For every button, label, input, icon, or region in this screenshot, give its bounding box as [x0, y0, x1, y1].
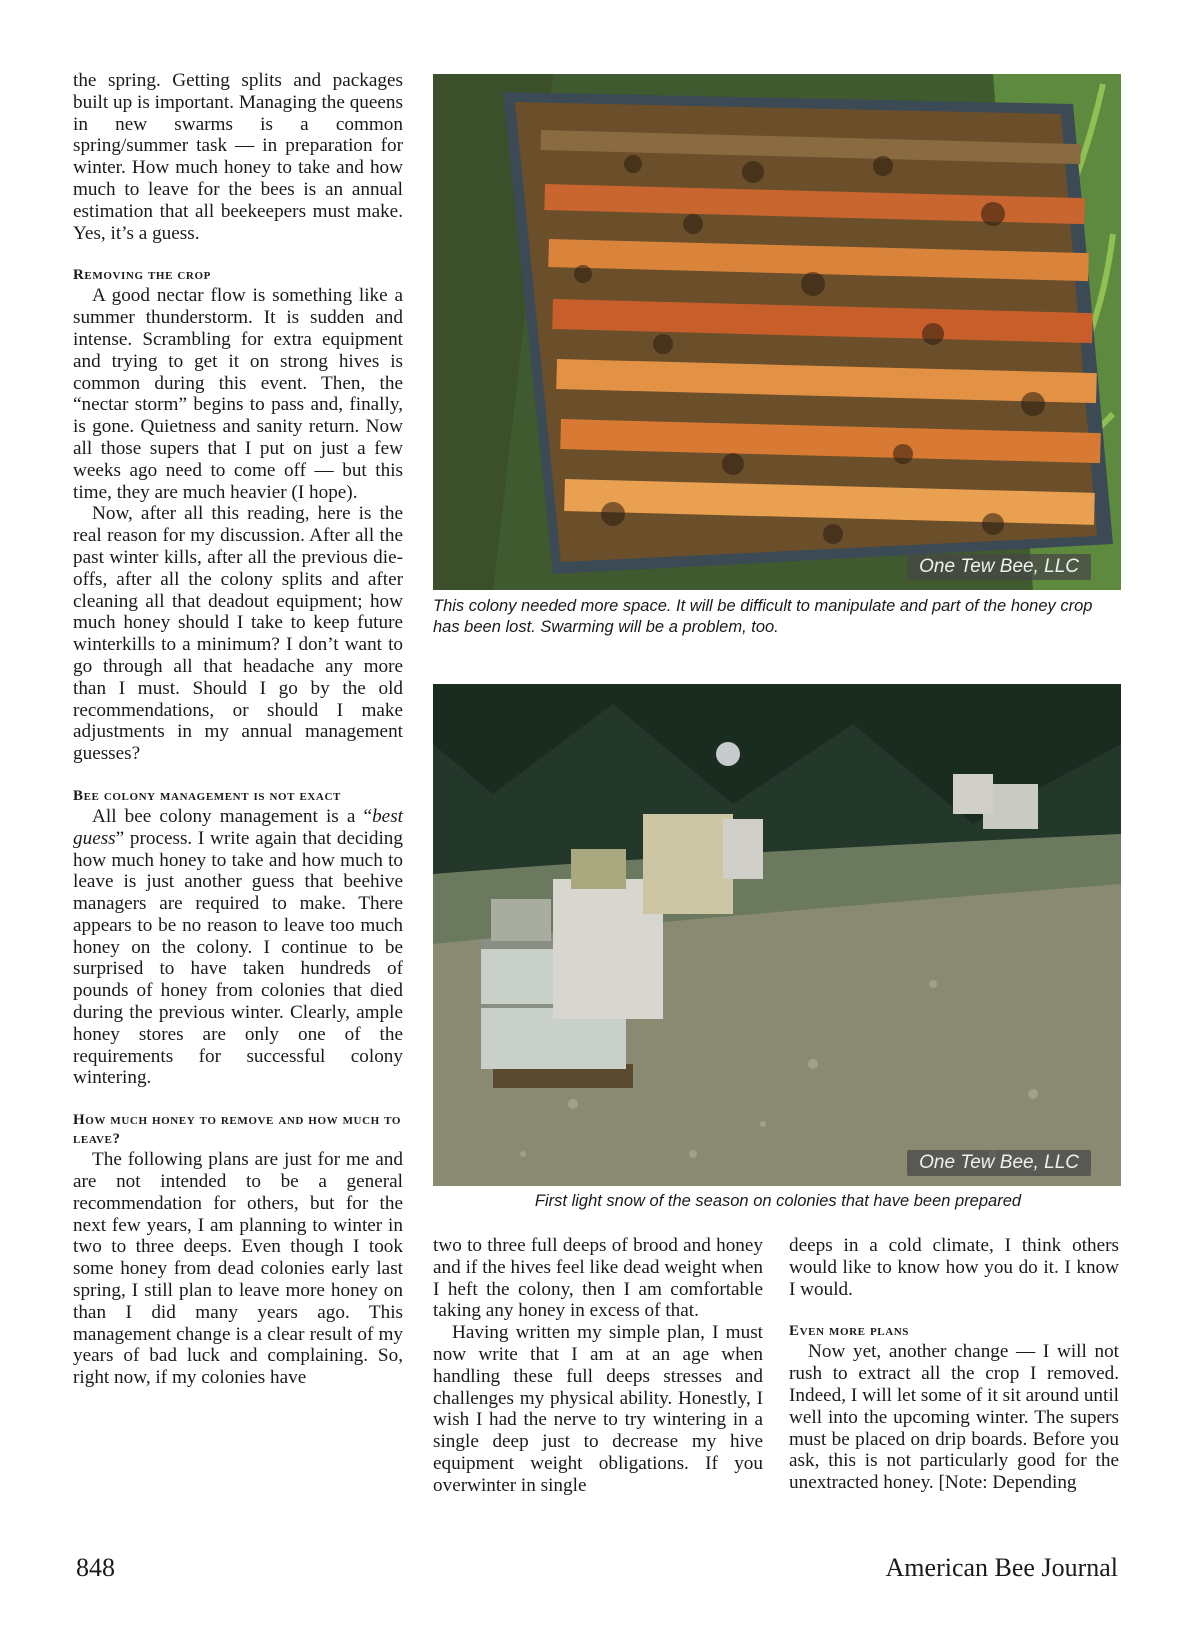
- text-run: ” process. I write again that deciding how much honey to take and how much to leave is just another guess that beehive managers are required to make. There appears to be no reason to leave too much honey on the colony. I continue to be surprised to have taken hundreds of pounds of honey from colonies that died during the previous winter. Clearly, ample honey stores are only one of the requirements for successful colony wintering.: [73, 827, 403, 1089]
- text-run: All bee colony management is a “: [92, 805, 373, 827]
- paragraph: two to three full deeps of brood and honey and if the hives feel like dead weight when I heft the colony, then I am comfortable taking any honey in excess of that.: [433, 1235, 763, 1322]
- section-heading: Even more plans: [789, 1323, 910, 1340]
- photo-honey-super: [433, 74, 1121, 590]
- section-heading: Removing the crop: [73, 267, 211, 284]
- left-column: [73, 70, 403, 1389]
- paragraph: The following plans are just for me and are not intended to be a general recommendation for others, but for the next few years, I am planning to winter in two to three deeps. Even though I took some honey from dead colonies early last spring, I still plan to leave more honey on than I did many years ago. This management change is a clear result of my years of bad luck and complaining. So, right now, if my colonies have: [73, 1149, 403, 1389]
- right-column: [789, 1235, 1119, 1494]
- middle-column: [433, 1235, 763, 1497]
- hives-illustration: [433, 684, 1121, 1186]
- photo-caption: First light snow of the season on colonies that have been prepared: [534, 1192, 1022, 1210]
- photo-caption: This colony needed more space. It will be difficult to manipulate and part of the honey crop has been lost. Swarming will be a problem, too.: [433, 597, 1093, 636]
- paragraph: Having written my simple plan, I must now write that I am at an age when handling these full deeps stresses and challenges my physical ability. Honestly, I wish I had the nerve to try wintering in a single deep just to decrease my hive equipment weight obligations. If you overwinter in single: [433, 1322, 763, 1496]
- paragraph: the spring. Getting splits and packages built up is important. Managing the queens in new swarms is a common spring/summer task — in preparation for winter. How much honey to take and how much to leave for the bees is an annual estimation that all beekeepers must make. Yes, it’s a guess.: [73, 70, 403, 244]
- section-heading: How much honey to remove and how much to leave?: [73, 1112, 402, 1148]
- paragraph: [73, 806, 403, 1089]
- journal-name: American Bee Journal: [885, 1553, 1118, 1582]
- emphasis-text: best guess: [73, 805, 403, 849]
- paragraph: A good nectar flow is something like a summer thunderstorm. It is sudden and intense. Scrambling for extra equipment and trying to get it on strong hives is common during this event. Then, the “nectar storm” begins to pass and, finally, is gone. Quietness and sanity return. Now all those supers that I put on just a few weeks ago need to come off — but this time, they are much heavier (I hope).: [73, 285, 403, 503]
- photo-watermark: One Tew Bee, LLC: [907, 554, 1091, 580]
- paragraph: deeps in a cold climate, I think others would like to know how you do it. I know I would.: [789, 1235, 1119, 1300]
- page-number: 848: [76, 1553, 115, 1582]
- photo-watermark: One Tew Bee, LLC: [907, 1150, 1091, 1176]
- paragraph: Now yet, another change — I will not rush to extract all the crop I removed. Indeed, I will let some of it sit around until well into the upcoming winter. The supers must be placed on drip boards. Before you ask, this is not particularly good for the unextracted honey. [Note: Depending: [789, 1341, 1119, 1494]
- honey-super-illustration: [433, 74, 1121, 590]
- photo-hives-in-snow: [433, 684, 1121, 1186]
- paragraph: Now, after all this reading, here is the real reason for my discussion. After all the past winter kills, after all the previous die-offs, after all the colony splits and after cleaning all that deadout equipment; how much honey should I take to keep future winterkills to a minimum? I don’t want to go through all that headache any more than I must. Should I go by the old recommendations, or should I make adjustments in my annual management guesses?: [73, 503, 403, 765]
- section-heading: Bee colony management is not exact: [73, 787, 341, 804]
